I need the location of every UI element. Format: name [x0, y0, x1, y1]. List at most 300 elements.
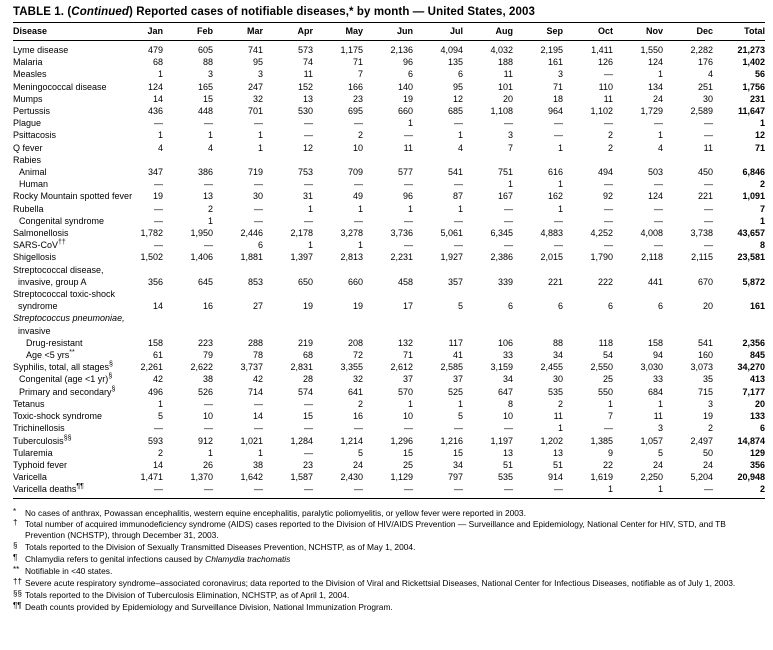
value-cell: 24 [652, 93, 663, 104]
value-cell: 1 [357, 240, 363, 251]
value-cell: 550 [597, 386, 613, 397]
value-cell: — [354, 179, 363, 190]
value-cell: 8 [507, 398, 513, 409]
value-cell: — [163, 483, 213, 498]
value-cell: — [604, 240, 613, 251]
value-cell: 912 [197, 435, 213, 446]
col-header-jun: Jun [363, 23, 413, 41]
value-cell: 2,261 [140, 362, 163, 373]
disease-name: Tuberculosis§§ [13, 434, 72, 446]
value-cell: 51 [502, 459, 513, 470]
value-cell: 1,402 [742, 57, 765, 68]
disease-row [13, 105, 765, 117]
value-cell: 56 [754, 69, 765, 80]
value-cell: 15 [452, 447, 463, 458]
value-cell: — [404, 179, 413, 190]
value-cell: 914 [547, 472, 563, 483]
value-cell: 10 [502, 411, 513, 422]
value-cell: 35 [702, 374, 713, 385]
col-header-sep: Sep [513, 23, 563, 41]
value-cell: — [454, 215, 463, 226]
notifiable-diseases-table [13, 23, 765, 499]
value-cell: 1 [759, 215, 765, 226]
value-cell: 2,231 [390, 252, 413, 263]
value-cell: 1 [207, 215, 213, 226]
value-cell: 34,270 [737, 362, 765, 373]
value-cell: 15 [202, 93, 213, 104]
disease-name: Tetanus [13, 398, 45, 409]
footnote-italic-text: Chlamydia trachomatis [205, 554, 291, 565]
value-cell: 14 [152, 459, 163, 470]
value-cell: 117 [448, 337, 463, 348]
value-cell: 32 [252, 93, 263, 104]
disease-row [13, 56, 765, 68]
value-cell: 503 [647, 167, 663, 178]
value-cell: 231 [749, 93, 765, 104]
value-cell [113, 154, 163, 166]
value-cell: 133 [749, 411, 765, 422]
value-cell: 34 [552, 350, 563, 361]
value-cell: 1,370 [190, 472, 213, 483]
value-cell [463, 312, 513, 336]
value-cell: 135 [447, 57, 463, 68]
disease-name: Trichinellosis [13, 423, 65, 434]
disease-row [13, 447, 765, 459]
value-cell: 4 [657, 142, 663, 153]
value-cell: 1 [257, 142, 263, 153]
value-cell: 2 [707, 423, 713, 434]
value-cell: 1 [257, 447, 263, 458]
disease-name: Age <5 yrs** [26, 349, 75, 361]
value-cell: 709 [347, 167, 363, 178]
value-cell: 1,057 [640, 435, 663, 446]
value-cell: 54 [602, 350, 613, 361]
value-cell: — [504, 215, 513, 226]
value-cell: 2,015 [540, 252, 563, 263]
value-cell: 288 [247, 337, 263, 348]
value-cell: 5 [357, 447, 363, 458]
value-cell: 339 [497, 276, 513, 287]
value-cell: 7 [759, 203, 765, 214]
value-cell: 13 [552, 447, 563, 458]
value-cell: — [304, 130, 313, 141]
footnote-text: Totals reported to the Division of Tuberculosis Elimination, NCHSTP, as of April 1, 2004. [25, 589, 350, 600]
value-cell: 14,874 [737, 435, 765, 446]
footnote-7 [13, 590, 760, 601]
value-cell: 23 [302, 459, 313, 470]
value-cell: 526 [197, 386, 213, 397]
value-cell: 3,355 [340, 362, 363, 373]
value-cell [213, 312, 263, 336]
disease-name: Tularemia [13, 447, 53, 458]
disease-row [13, 398, 765, 410]
value-cell: 605 [197, 45, 213, 55]
value-cell: 4 [157, 142, 163, 153]
value-cell: 3,278 [340, 228, 363, 239]
value-cell: 167 [497, 191, 513, 202]
value-cell: 3,736 [390, 228, 413, 239]
value-cell: 96 [402, 191, 413, 202]
value-cell: 1,411 [591, 45, 613, 55]
value-cell: 71 [552, 81, 563, 92]
value-cell: 441 [647, 276, 663, 287]
value-cell: 715 [697, 386, 713, 397]
value-cell: — [704, 215, 713, 226]
value-cell: 11,647 [737, 106, 765, 117]
value-cell: 25 [402, 459, 413, 470]
value-cell: — [304, 398, 313, 409]
disease-row [13, 422, 765, 434]
value-cell: 1 [157, 130, 163, 141]
value-cell [663, 312, 713, 336]
value-cell: 741 [247, 45, 263, 55]
value-cell: 11 [603, 93, 613, 104]
value-cell: 1,216 [440, 435, 463, 446]
value-cell: 221 [697, 191, 713, 202]
value-cell: 25 [602, 374, 613, 385]
value-cell: 2,195 [540, 45, 563, 55]
value-cell: 2,282 [690, 45, 713, 55]
value-cell: — [254, 179, 263, 190]
value-cell: 1 [557, 142, 563, 153]
disease-name: Varicella [13, 472, 47, 483]
value-cell: 161 [547, 57, 563, 68]
value-cell: — [204, 179, 213, 190]
value-cell: 92 [602, 191, 613, 202]
value-cell: 2,178 [290, 228, 313, 239]
value-cell: 6 [407, 69, 413, 80]
footnote-2 [13, 519, 760, 541]
value-cell: — [704, 203, 713, 214]
value-cell: 1 [357, 203, 363, 214]
value-cell: 28 [302, 374, 313, 385]
value-cell: 2 [357, 398, 363, 409]
value-cell: 24 [702, 459, 713, 470]
value-cell: 1 [257, 130, 263, 141]
footnote-symbol: § [13, 541, 18, 551]
disease-row [13, 129, 765, 141]
value-cell [713, 312, 765, 336]
value-cell: — [463, 483, 513, 498]
value-cell: — [154, 118, 163, 129]
value-cell: 1,927 [440, 252, 463, 263]
value-cell: 2,612 [390, 362, 413, 373]
value-cell: 2,455 [540, 362, 563, 373]
disease-name: SARS-CoV†† [13, 239, 66, 251]
value-cell: 4 [707, 69, 713, 80]
value-cell: 158 [647, 337, 663, 348]
disease-name: Varicella deaths¶¶ [13, 483, 113, 498]
value-cell: — [354, 215, 363, 226]
value-cell: — [313, 483, 363, 498]
value-cell: 1,642 [240, 472, 263, 483]
value-cell: 95 [452, 81, 463, 92]
value-cell: 2,831 [290, 362, 313, 373]
footnote-text: Notifiable in <40 states. [25, 566, 113, 577]
disease-row [13, 166, 765, 178]
value-cell: 1,284 [290, 435, 313, 446]
value-cell: 5 [457, 411, 463, 422]
value-cell: 570 [397, 386, 413, 397]
value-cell: 2,813 [340, 252, 363, 263]
value-cell: 13 [202, 191, 213, 202]
value-cell: 4 [207, 142, 213, 153]
value-cell: — [504, 203, 513, 214]
disease-name: Typhoid fever [13, 459, 68, 470]
value-cell: 87 [452, 191, 463, 202]
value-cell: 6 [557, 301, 563, 312]
value-cell: — [404, 240, 413, 251]
value-cell: 3,738 [690, 228, 713, 239]
value-cell: 15 [402, 447, 413, 458]
value-cell: 356 [749, 459, 765, 470]
col-header-dec: Dec [663, 23, 713, 41]
value-cell: 30 [552, 374, 563, 385]
disease-row [13, 251, 765, 263]
value-cell: 33 [652, 374, 663, 385]
value-cell: 222 [597, 276, 613, 287]
value-cell: 3,030 [640, 362, 663, 373]
disease-row [13, 288, 765, 312]
value-cell: 1,129 [390, 472, 413, 483]
value-cell: 6 [507, 301, 513, 312]
value-cell: 2 [713, 483, 765, 498]
value-cell: 11 [653, 411, 663, 422]
value-cell: 1,587 [290, 472, 313, 483]
value-cell: 165 [197, 81, 213, 92]
value-cell: 660 [347, 276, 363, 287]
disease-name: Congenital (age <1 yr)§ [19, 373, 113, 385]
disease-row [13, 117, 765, 129]
value-cell: — [404, 215, 413, 226]
value-cell: 6 [257, 240, 263, 251]
value-cell: 1,197 [490, 435, 513, 446]
value-cell: 19 [352, 301, 363, 312]
disease-row [13, 361, 765, 373]
value-cell: 496 [147, 386, 163, 397]
value-cell: 79 [202, 350, 213, 361]
value-cell: — [404, 130, 413, 141]
value-cell: 11 [303, 69, 313, 80]
disease-name: Mumps [13, 93, 43, 104]
disease-name: Rocky Mountain spotted fever [13, 191, 133, 202]
value-cell: 16 [202, 301, 213, 312]
value-cell: 1,202 [540, 435, 563, 446]
value-cell: 7 [607, 411, 613, 422]
value-cell: 1 [613, 483, 663, 498]
value-cell [463, 154, 513, 166]
value-cell: — [204, 118, 213, 129]
value-cell: 61 [152, 350, 163, 361]
value-cell [413, 312, 463, 336]
disease-row [13, 41, 765, 57]
value-cell: 94 [652, 350, 663, 361]
value-cell: 1,471 [140, 472, 163, 483]
value-cell: 3,159 [490, 362, 513, 373]
value-cell: 684 [647, 386, 663, 397]
value-cell: 78 [252, 350, 263, 361]
disease-row [13, 142, 765, 154]
value-cell: 152 [297, 81, 313, 92]
value-cell: 4,008 [640, 228, 663, 239]
value-cell: 124 [647, 57, 663, 68]
value-cell: 3 [207, 69, 213, 80]
value-cell: — [604, 215, 613, 226]
value-cell: 3,737 [240, 362, 263, 373]
value-cell: — [254, 215, 263, 226]
value-cell: 1 [207, 130, 213, 141]
col-header-oct: Oct [563, 23, 613, 41]
value-cell: 1,782 [140, 228, 163, 239]
value-cell: 20 [702, 301, 713, 312]
disease-row [13, 459, 765, 471]
value-cell: — [304, 179, 313, 190]
value-cell: 10 [402, 411, 413, 422]
value-cell: 685 [447, 106, 463, 117]
value-cell: 3 [557, 69, 563, 80]
value-cell: 448 [197, 106, 213, 117]
value-cell: 11 [703, 142, 713, 153]
value-cell: — [704, 240, 713, 251]
value-cell: 1,214 [340, 435, 363, 446]
table-title [13, 6, 765, 23]
value-cell: 1 [759, 118, 765, 129]
value-cell: 645 [197, 276, 213, 287]
col-header-may: May [313, 23, 363, 41]
value-cell: 26 [202, 459, 213, 470]
value-cell: — [404, 423, 413, 434]
value-cell: — [513, 483, 563, 498]
value-cell: 1 [657, 398, 663, 409]
value-cell: 95 [252, 57, 263, 68]
value-cell: 3 [657, 423, 663, 434]
value-cell: 1 [557, 179, 563, 190]
value-cell: 2,356 [742, 337, 765, 348]
value-cell: 12 [754, 130, 765, 141]
value-cell: 436 [147, 106, 163, 117]
value-cell: 5 [657, 447, 663, 458]
value-cell: 2,430 [340, 472, 363, 483]
value-cell: — [213, 483, 263, 498]
value-cell: 458 [397, 276, 413, 287]
footnote-3 [13, 542, 760, 553]
value-cell: 695 [347, 106, 363, 117]
footnote-text: Severe acute respiratory syndrome–associated coronavirus; data reported to the Division of Viral and Rickettsial Diseases, National Center for Infectious Diseases, notifiable as of July 1, 2003. [25, 577, 736, 588]
value-cell: 6,345 [490, 228, 513, 239]
value-cell: 74 [302, 57, 313, 68]
disease-row [13, 312, 765, 336]
value-cell: 6 [607, 301, 613, 312]
value-cell: — [654, 215, 663, 226]
value-cell: 88 [202, 57, 213, 68]
footnote-text: Death counts provided by Epidemiology and Surveillance Division, National Immunization Program. [25, 601, 393, 612]
value-cell: 7,177 [742, 386, 765, 397]
value-cell: 574 [297, 386, 313, 397]
value-cell: 4,032 [490, 45, 513, 55]
value-cell: 2 [607, 130, 613, 141]
value-cell: 1 [657, 69, 663, 80]
value-cell: 134 [647, 81, 663, 92]
value-cell: — [254, 398, 263, 409]
value-cell: 8 [759, 240, 765, 251]
value-cell: 479 [147, 45, 163, 55]
table-title-prefix: TABLE 1. ( [13, 6, 72, 18]
col-header-nov: Nov [613, 23, 663, 41]
disease-row [13, 154, 765, 166]
value-cell: — [604, 179, 613, 190]
value-cell: 2,622 [190, 362, 213, 373]
value-cell [313, 312, 363, 336]
disease-name: Primary and secondary§ [19, 385, 116, 397]
value-cell: 541 [697, 337, 713, 348]
value-cell: 15 [302, 411, 313, 422]
footnote-symbol: ¶ [13, 553, 18, 563]
disease-row [13, 471, 765, 483]
value-cell: 719 [247, 167, 263, 178]
value-cell [363, 154, 413, 166]
value-cell [663, 154, 713, 166]
value-cell: 660 [397, 106, 413, 117]
value-cell: 68 [152, 57, 163, 68]
value-cell [263, 154, 313, 166]
disease-row [13, 349, 765, 361]
footnote-symbol: §§ [13, 588, 22, 598]
value-cell: 20,948 [737, 472, 765, 483]
value-cell: 129 [749, 447, 765, 458]
value-cell [313, 154, 363, 166]
value-cell: 1,950 [190, 228, 213, 239]
value-cell: 37 [402, 374, 413, 385]
value-cell: 71 [402, 350, 413, 361]
value-cell: 14 [152, 93, 163, 104]
value-cell: — [554, 215, 563, 226]
value-cell: 72 [352, 350, 363, 361]
value-cell: 7 [507, 142, 513, 153]
value-cell: 132 [397, 337, 413, 348]
disease-row [13, 215, 765, 227]
value-cell: 101 [497, 81, 513, 92]
value-cell: 140 [397, 81, 413, 92]
disease-name: Rabies [13, 154, 42, 165]
value-cell: 14 [252, 411, 263, 422]
value-cell: 1 [657, 130, 663, 141]
value-cell: — [304, 215, 313, 226]
value-cell [563, 312, 613, 336]
table-title-continued: Continued [71, 6, 130, 18]
value-cell: 714 [247, 386, 263, 397]
value-cell: 5 [157, 411, 163, 422]
footnote-text: No cases of anthrax, Powassan encephalitis, western equine encephalitis, paralytic poliomyelitis, or yellow fever were reported in 2003. [25, 507, 526, 518]
value-cell: 11 [503, 69, 513, 80]
value-cell: 4,252 [590, 228, 613, 239]
col-header-apr: Apr [263, 23, 313, 41]
disease-name: Streptococcal toxic-shock syndrome [13, 289, 116, 312]
value-cell: 5,061 [440, 228, 463, 239]
disease-name: Salmonellosis [13, 228, 69, 239]
value-cell: 1 [457, 203, 463, 214]
footnote-text: Totals reported to the Division of Sexually Transmitted Diseases Prevention, NCHSTP, as of May 1, 2004. [25, 542, 416, 553]
value-cell: 413 [749, 374, 765, 385]
disease-row [13, 227, 765, 239]
footnote-text: Chlamydia refers to genital infections caused by [25, 554, 206, 565]
value-cell: 23,581 [737, 252, 765, 263]
value-cell: 753 [297, 167, 313, 178]
value-cell: — [454, 240, 463, 251]
value-cell: 176 [697, 57, 713, 68]
value-cell: 3 [707, 398, 713, 409]
value-cell: — [654, 118, 663, 129]
value-cell: 6 [457, 69, 463, 80]
